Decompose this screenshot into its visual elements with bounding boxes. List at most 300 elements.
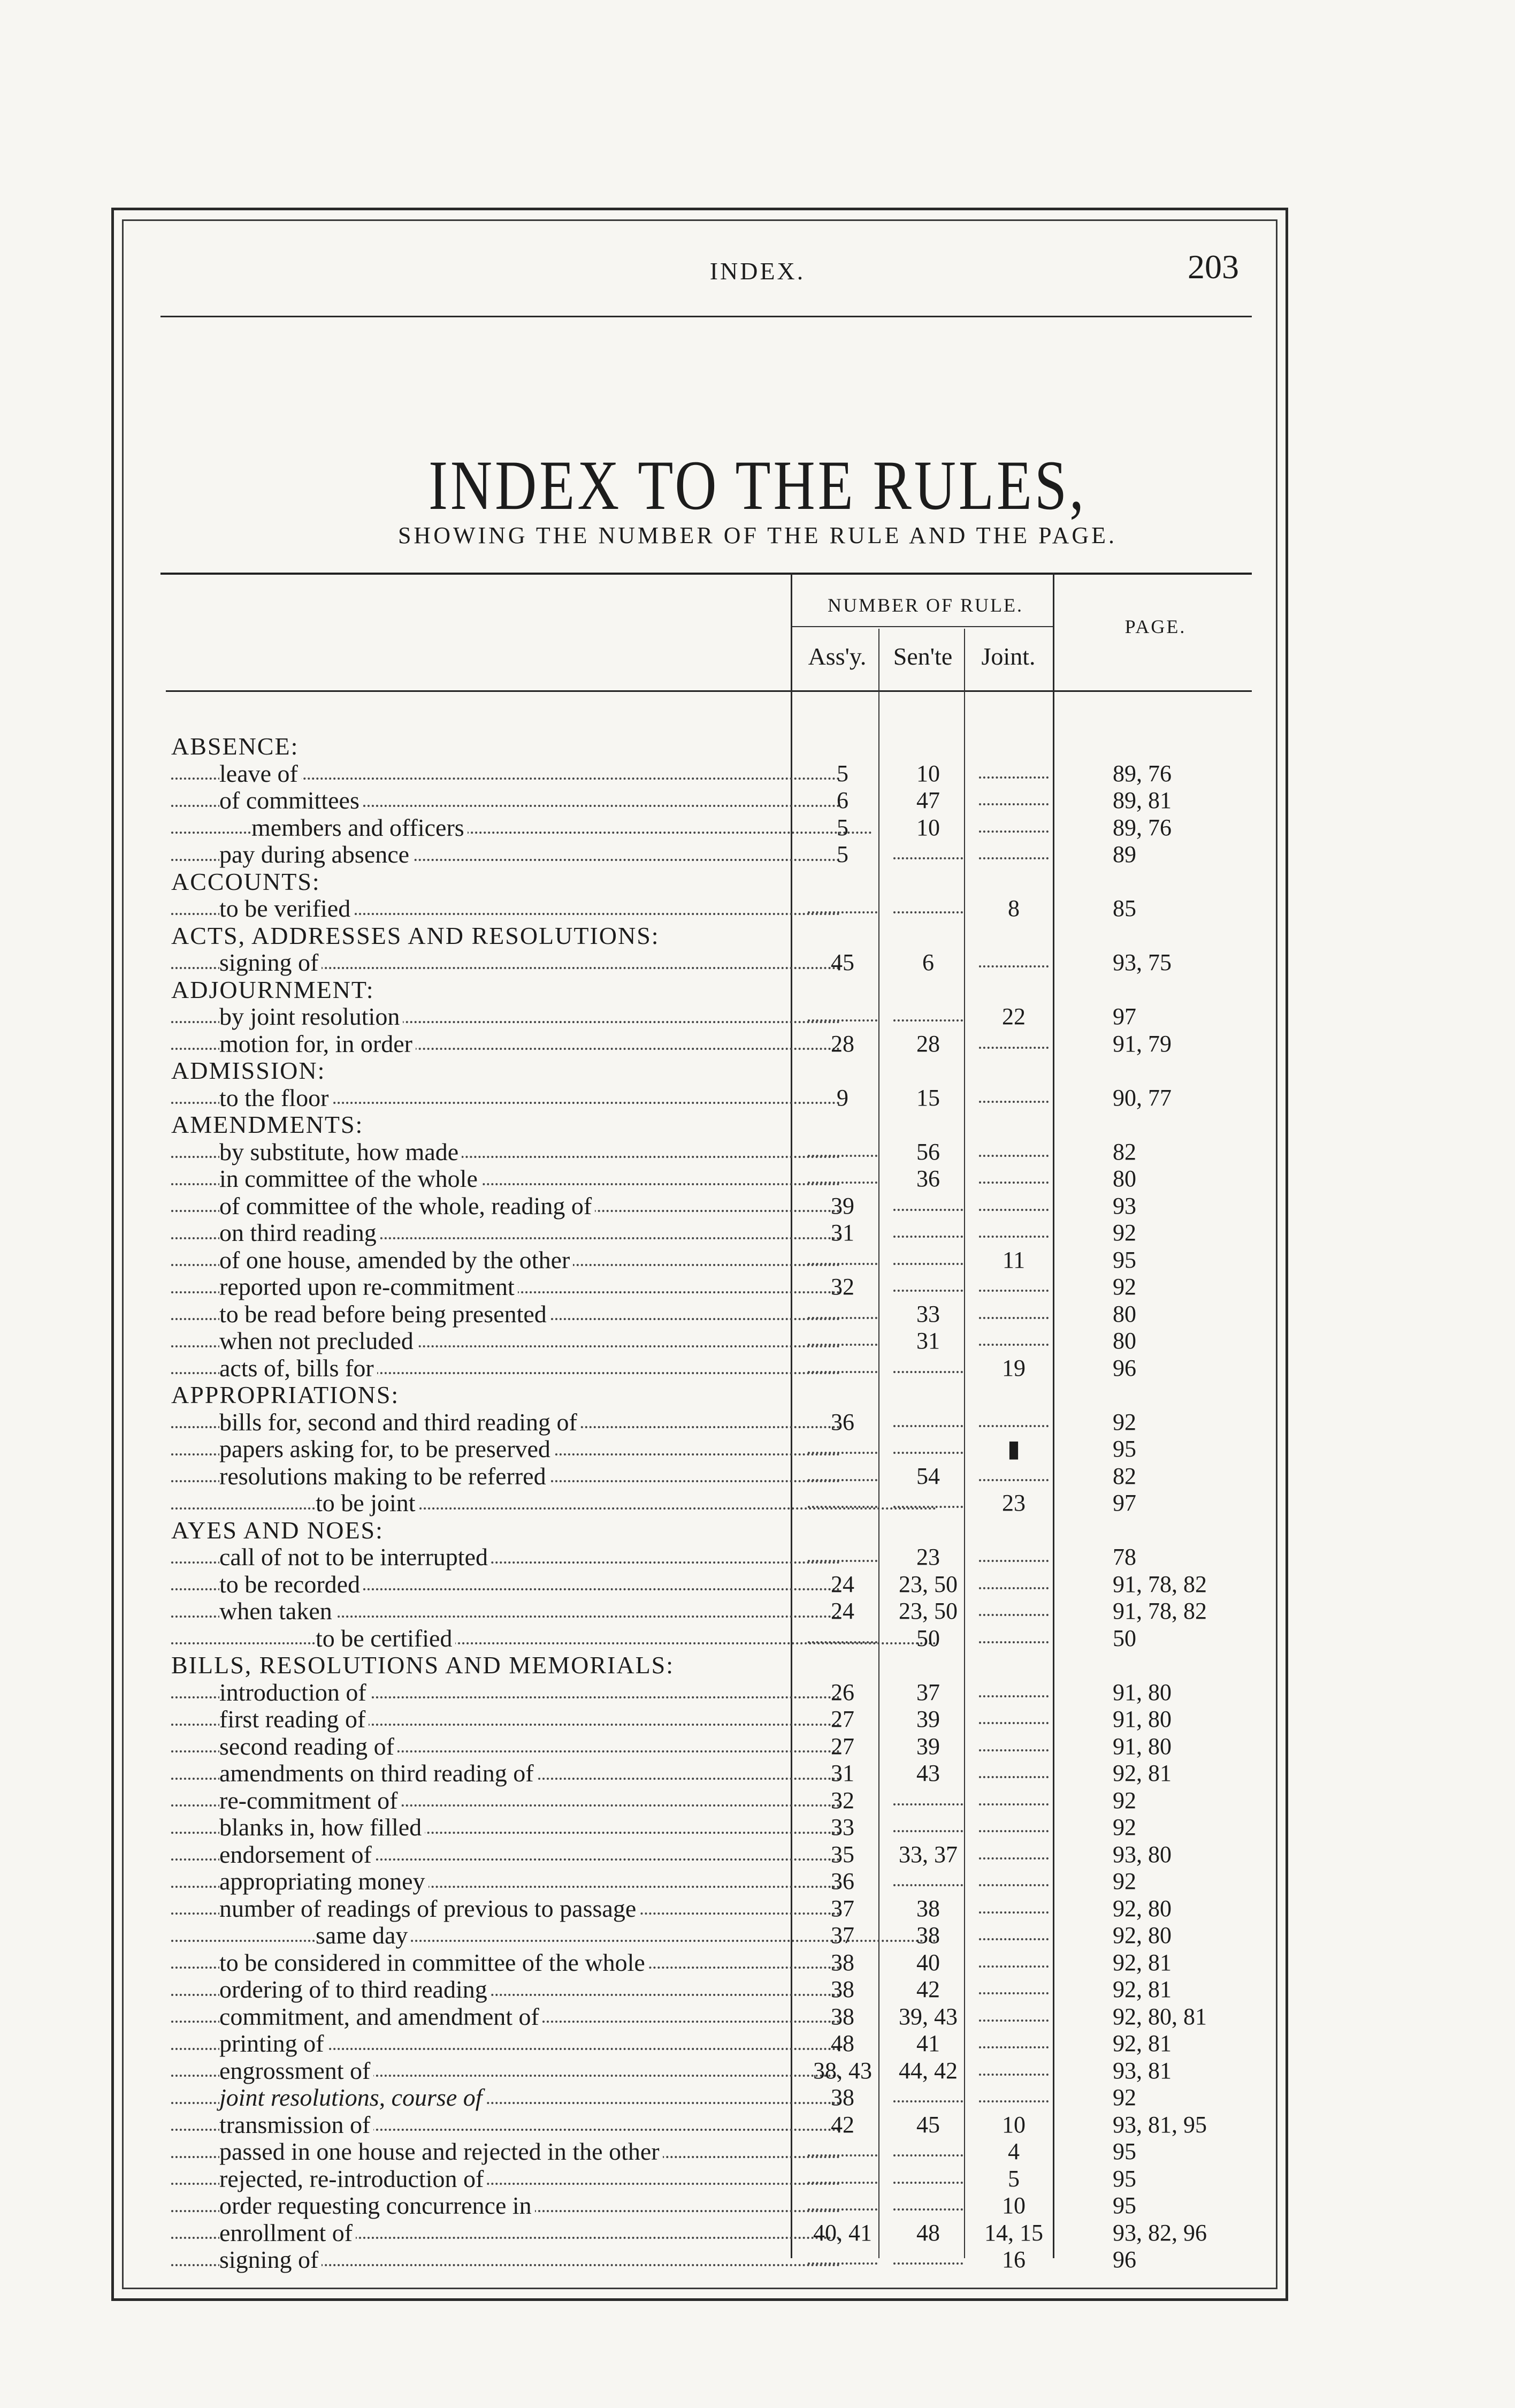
senate-rule: 33, 37 [899,1841,958,1868]
entry-label [171,1598,840,1625]
page-ref: 92, 81 [1113,1760,1172,1786]
dot-leader [979,1976,1049,1994]
page-ref: 95 [1113,1246,1136,1273]
page-ref: 80 [1113,1328,1136,1354]
joint-rule [974,2030,1054,2058]
page-ref: 92, 80, 81 [1113,2003,1207,2030]
joint-rule: 23 [1002,1490,1026,1516]
index-entry [171,841,1252,868]
page-ref: 92 [1113,1787,1136,1813]
assembly-rule: 37 [831,1922,854,1948]
page-ref: 92 [1113,2084,1136,2110]
assembly-rule: 38 [831,1949,854,1976]
dot-leader [979,1787,1049,1805]
page-ref: 92, 81 [1113,1949,1172,1976]
entry-label [171,895,840,923]
entry-label [171,1139,840,1166]
page-ref: 92 [1113,1868,1136,1894]
assembly-rule [802,1355,883,1382]
dot-leader [979,1544,1049,1562]
index-heading [171,1652,1252,1679]
index-entry [171,895,1252,923]
page-ref: 91, 78, 82 [1113,1598,1207,1624]
joint-rule [974,1463,1054,1490]
index-entry [171,1274,1252,1301]
dot-leader [979,1679,1049,1697]
entry-label-text: ACCOUNTS: [171,868,324,895]
dot-leader [979,2003,1049,2022]
index-entry [171,760,1252,788]
entry-label [171,2112,840,2139]
senate-rule: 33 [916,1300,940,1327]
entry-label [171,1652,792,1679]
entry-label-text: to be considered in committee of the whole [219,1949,648,1976]
dot-leader [979,1571,1049,1589]
index-entry [171,1193,1252,1220]
page-ref: 93, 82, 96 [1113,2219,1207,2246]
joint-rule [974,1949,1054,1977]
assembly-rule [802,2166,883,2193]
assembly-rule: 38 [831,2003,854,2030]
index-heading [171,868,1252,896]
entry-label [171,1517,792,1544]
page-ref: 92 [1113,1408,1136,1435]
dot-leader [979,1949,1049,1968]
entry-label-text: order requesting concurrence in [219,2192,535,2219]
dot-leader [979,949,1049,967]
assembly-rule: 9 [837,1084,848,1111]
dot-leader [893,841,963,859]
entry-label [171,1571,840,1598]
entry-label [171,1814,840,1841]
page-ref: 91, 80 [1113,1706,1172,1732]
entry-label-text: in committee of the whole [219,1165,481,1192]
joint-rule: ▮ [1007,1436,1021,1462]
index-entry [171,2138,1252,2166]
dot-leader [893,1436,963,1454]
index-entry [171,1787,1252,1815]
senate-rule: 47 [916,787,940,813]
dot-leader [808,2246,877,2265]
dot-leader [893,1355,963,1373]
joint-rule: 22 [1002,1003,1026,1030]
dot-leader [979,1922,1049,1940]
senate-rule: 42 [916,1976,940,2002]
entry-label [171,1949,840,1977]
entry-label-text: resolutions making to be referred [219,1463,549,1490]
page-ref: 90, 77 [1113,1084,1172,1111]
joint-rule: 10 [1002,2192,1026,2219]
entry-label [171,1057,792,1085]
index-entry [171,1165,1252,1193]
index-entry [171,1760,1252,1787]
page-ref: 82 [1113,1138,1136,1165]
table-header-rule [166,690,1252,692]
index-entry [171,1301,1252,1328]
index-heading [171,1382,1252,1409]
index-heading [171,923,1252,950]
dot-leader [808,1544,877,1562]
assembly-rule: 24 [831,1571,854,1597]
senate-rule: 56 [916,1138,940,1165]
entry-label-text: of committee of the whole, reading of [219,1193,595,1220]
group-header-underline [792,626,1054,627]
page-ref: 89, 81 [1113,787,1172,813]
joint-rule [974,1085,1054,1112]
entry-label-text: enrollment of [219,2220,356,2246]
joint-rule: 14, 15 [984,2219,1043,2246]
entry-label [171,2030,840,2058]
assembly-rule [802,1165,883,1193]
joint-rule [974,1165,1054,1193]
dot-leader [893,2138,963,2156]
senate-rule [888,1220,968,1247]
joint-rule [974,787,1054,814]
entry-label-text: by substitute, how made [219,1139,462,1165]
dot-leader [979,1301,1049,1319]
dot-leader [808,1625,877,1643]
dot-leader [808,1301,877,1319]
dot-leader [979,787,1049,805]
dot-leader [808,2138,877,2156]
entry-label-text: acts of, bills for [219,1355,377,1382]
assembly-rule [802,2138,883,2166]
joint-rule [974,1733,1054,1761]
entry-label-text: appropriating money [219,1868,429,1895]
index-entry [171,1733,1252,1761]
dot-leader [808,1328,877,1346]
dot-leader [979,1706,1049,1724]
joint-rule [974,1679,1054,1706]
running-head: INDEX. [709,257,806,285]
entry-label [171,2058,840,2085]
assembly-rule: 31 [831,1760,854,1786]
joint-rule [974,1598,1054,1625]
senate-rule [888,2138,968,2166]
page-ref: 92 [1113,1220,1136,1246]
assembly-rule: 27 [831,1733,854,1759]
entry-label-text: same day [316,1922,411,1949]
page-ref: 92 [1113,1814,1136,1840]
entry-label [171,787,840,814]
dot-leader [808,1003,877,1022]
dot-leader [979,2084,1049,2102]
assembly-rule: 26 [831,1679,854,1705]
page-ref: 92, 80 [1113,1922,1172,1948]
entry-label-text: blanks in, how filled [219,1814,425,1841]
page-ref: 95 [1113,2192,1136,2219]
senate-rule [888,841,968,868]
joint-rule [974,1760,1054,1787]
joint-rule [974,1571,1054,1598]
entry-label-text: papers asking for, to be preserved [219,1436,554,1462]
index-entry [171,2166,1252,2193]
dot-leader [979,1139,1049,1157]
entry-label [171,1409,840,1436]
page-ref: 92, 81 [1113,2030,1172,2056]
entry-label-text: to be joint [316,1490,419,1517]
entry-label-text: commitment, and amendment of [219,2003,542,2030]
index-entry [171,2084,1252,2112]
page-ref: 89, 76 [1113,814,1172,841]
entry-label-text: to the floor [219,1085,332,1111]
entry-label [171,1787,840,1815]
entry-label-text: endorsement of [219,1841,375,1868]
page-ref: 80 [1113,1300,1136,1327]
index-entry [171,1868,1252,1895]
joint-rule [974,1409,1054,1436]
index-entry [171,1436,1252,1463]
assembly-rule [802,1463,883,1490]
index-entry [171,1598,1252,1625]
index-entry [171,1355,1252,1382]
dot-leader [979,760,1049,779]
senate-rule: 28 [916,1030,940,1057]
page-title: INDEX TO THE RULES, [429,446,1086,524]
senate-rule [888,2166,968,2193]
entry-label [171,1003,840,1031]
page-ref: 85 [1113,895,1136,921]
page-ref: 95 [1113,1436,1136,1462]
assembly-rule: 48 [831,2030,854,2056]
senate-rule: 10 [916,814,940,841]
assembly-rule: 39 [831,1192,854,1219]
joint-rule [974,1922,1054,1949]
entry-label-text: BILLS, RESOLUTIONS AND MEMORIALS: [171,1652,677,1679]
page-ref: 78 [1113,1544,1136,1570]
dot-leader [893,1193,963,1211]
header-rule [160,316,1252,317]
page-ref: 93, 75 [1113,949,1172,976]
entry-label-text: AMENDMENTS: [171,1111,366,1138]
senate-rule [888,1868,968,1895]
dot-leader [979,1868,1049,1886]
entry-label [171,1382,792,1409]
senate-rule: 39 [916,1706,940,1732]
entry-label-text: call of not to be interrupted [219,1544,491,1571]
assembly-rule: 6 [837,787,848,813]
joint-rule: 16 [1002,2246,1026,2273]
page-number: 203 [1188,248,1239,286]
assembly-rule: 45 [831,949,854,976]
index-entry [171,1544,1252,1571]
dot-leader [979,1328,1049,1346]
joint-rule [974,1814,1054,1841]
dot-leader [979,1733,1049,1751]
assembly-rule [802,2192,883,2220]
joint-rule [974,1328,1054,1355]
page-subtitle: SHOWING THE NUMBER OF THE RULE AND THE PAGE. [397,522,1118,548]
assembly-rule: 32 [831,1274,854,1300]
dot-leader [893,2166,963,2184]
page-ref: 80 [1113,1165,1136,1192]
dot-leader [893,2246,963,2265]
joint-rule [974,1220,1054,1247]
entry-label-text: ADMISSION: [171,1057,328,1084]
entry-label [171,1841,840,1869]
entry-label [171,1193,840,1220]
dot-leader [893,1274,963,1292]
joint-rule [974,841,1054,868]
entry-label [171,1274,840,1301]
joint-rule [974,1706,1054,1733]
index-entry [171,2220,1252,2247]
senate-rule [888,1436,968,1463]
assembly-rule: 38, 43 [813,2057,872,2084]
senate-rule [888,895,968,923]
index-entry [171,1949,1252,1977]
index-entry [171,2112,1252,2139]
assembly-rule [802,1003,883,1031]
dot-leader [979,1165,1049,1184]
column-header-joint: Joint. [981,643,1036,670]
assembly-rule [802,1328,883,1355]
entry-label-text: members and officers [251,814,468,841]
entry-label [171,1111,792,1139]
page-ref: 95 [1113,2138,1136,2165]
entry-label [171,814,872,842]
joint-rule [974,1895,1054,1923]
senate-rule: 40 [916,1949,940,1976]
index-entry [171,1220,1252,1247]
entry-label-text: to be read before being presented [219,1301,550,1328]
assembly-rule: 40, 41 [813,2219,872,2246]
senate-rule [888,1814,968,1841]
dot-leader [979,1463,1049,1481]
senate-rule: 39, 43 [899,2003,958,2030]
entry-label [171,1247,840,1274]
entry-label [171,1733,840,1761]
entry-label-text: to be recorded [219,1571,363,1598]
index-heading [171,1057,1252,1085]
assembly-rule [802,1544,883,1571]
joint-rule: 4 [1008,2138,1020,2165]
dot-leader [808,1139,877,1157]
joint-rule [974,1868,1054,1895]
dot-leader [979,814,1049,833]
entry-label-text: reported upon re-commitment [219,1274,518,1300]
page-ref: 93, 81 [1113,2057,1172,2084]
index-entry [171,1003,1252,1031]
index-entries [171,733,1252,2274]
entry-label-text: joint resolutions, course of [219,2084,486,2111]
assembly-rule [802,895,883,923]
page-ref: 92, 81 [1113,1976,1172,2002]
joint-rule [974,1625,1054,1652]
entry-label-text: of committees [219,787,363,814]
senate-rule: 6 [922,949,934,976]
joint-rule [974,949,1054,977]
page-ref: 50 [1113,1625,1136,1651]
entry-label-text: number of readings of previous to passage [219,1895,639,1922]
joint-rule [974,1274,1054,1301]
senate-rule [888,1409,968,1436]
dot-leader [808,1436,877,1454]
entry-label-text: by joint resolution [219,1003,403,1030]
joint-rule [974,760,1054,788]
dot-leader [893,1247,963,1265]
entry-label [171,1895,840,1923]
page-ref: 91, 80 [1113,1733,1172,1759]
dot-leader [979,1193,1049,1211]
joint-rule [974,1787,1054,1815]
entry-label-text: amendments on third reading of [219,1760,537,1787]
index-entry [171,1139,1252,1166]
page-ref: 97 [1113,1490,1136,1516]
senate-rule: 48 [916,2219,940,2246]
page-ref: 89, 76 [1113,760,1172,787]
senate-rule: 44, 42 [899,2057,958,2084]
entry-label-text: re-commitment of [219,1787,401,1814]
index-heading [171,1111,1252,1139]
entry-label [171,1031,840,1058]
assembly-rule: 31 [831,1220,854,1246]
entry-label-text: motion for, in order [219,1031,416,1057]
index-heading [171,733,1252,760]
dot-leader [808,1463,877,1481]
dot-leader [893,1490,963,1508]
joint-rule [974,1841,1054,1869]
column-header-assembly: Ass'y. [808,643,867,670]
entry-label-text: leave of [219,760,301,787]
dot-leader [893,2192,963,2211]
page-ref: 96 [1113,2246,1136,2273]
entry-label-text: APPROPRIATIONS: [171,1382,402,1408]
entry-label [171,868,792,896]
assembly-rule [802,1247,883,1274]
assembly-rule: 38 [831,2084,854,2110]
assembly-rule [802,1625,883,1652]
assembly-rule: 36 [831,1408,854,1435]
page-ref: 91, 79 [1113,1030,1172,1057]
senate-rule: 38 [916,1895,940,1922]
dot-leader [808,1355,877,1373]
joint-rule: 19 [1002,1354,1026,1381]
page-ref: 93 [1113,1192,1136,1219]
senate-rule [888,1193,968,1220]
entry-label [171,841,840,868]
assembly-rule [802,1139,883,1166]
senate-rule [888,2246,968,2274]
entry-label-text: printing of [219,2030,327,2057]
entry-label [171,733,792,760]
senate-rule: 45 [916,2111,940,2138]
entry-label [171,1679,840,1706]
assembly-rule: 35 [831,1841,854,1868]
senate-rule: 50 [916,1625,940,1651]
entry-label [171,760,840,788]
entry-label [171,1760,840,1787]
page-ref: 92, 80 [1113,1895,1172,1922]
senate-rule [888,1787,968,1815]
entry-label [171,1976,840,2003]
column-header-page: PAGE. [1124,616,1187,637]
senate-rule: 41 [916,2030,940,2056]
dot-leader [893,1409,963,1427]
senate-rule [888,1355,968,1382]
senate-rule: 23, 50 [899,1571,958,1597]
index-entry [171,1706,1252,1733]
entry-label [171,1165,840,1193]
joint-rule [974,1976,1054,2003]
assembly-rule: 5 [837,814,848,841]
page-ref: 82 [1113,1462,1136,1489]
assembly-rule: 28 [831,1030,854,1057]
joint-rule [974,2003,1054,2031]
entry-label [171,977,792,1004]
dot-leader [979,1760,1049,1778]
entry-label-text: second reading of [219,1733,397,1760]
